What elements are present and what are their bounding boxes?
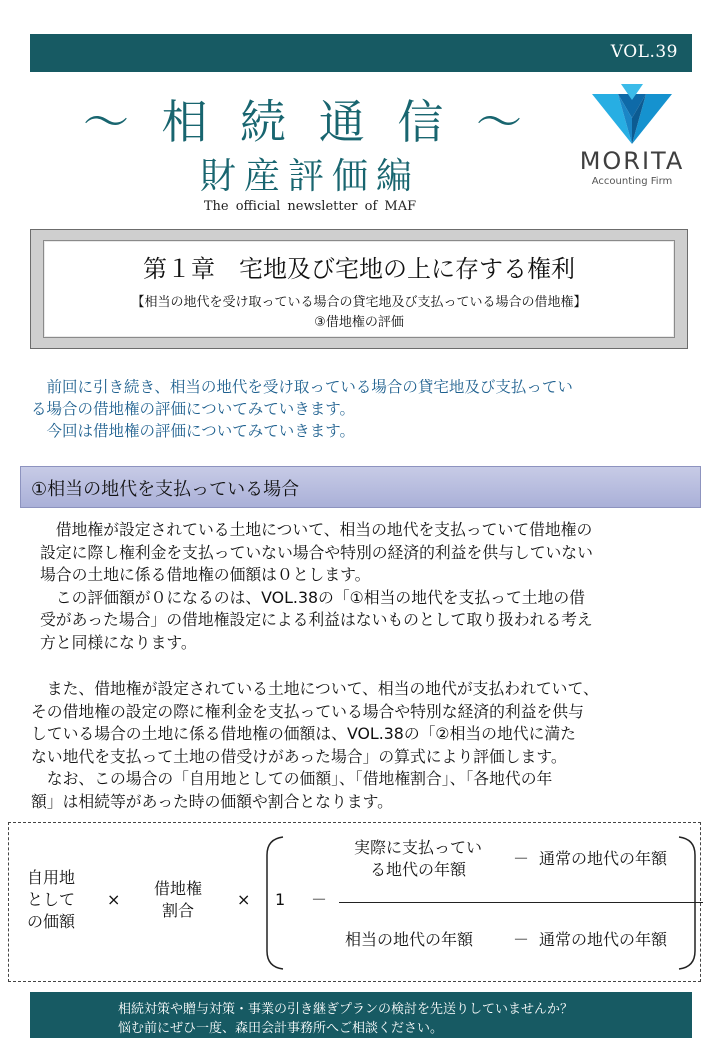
newsletter-title: ～ 相 続 通 信 ～ bbox=[82, 95, 532, 149]
formula-times-2: × bbox=[237, 890, 251, 909]
body-paragraph-2 bbox=[31, 678, 599, 813]
morita-logo-icon bbox=[588, 84, 676, 148]
formula-normal-rent-numerator: 通常の地代の年額 bbox=[539, 849, 668, 868]
body-line: 額」は相続等があった時の価額や割合となります。 bbox=[31, 791, 393, 811]
formula-times-1: × bbox=[107, 890, 121, 909]
chapter-box-inner bbox=[43, 240, 675, 338]
formula-appropriate-rent: 相当の地代の年額 bbox=[345, 930, 474, 949]
volume-number: VOL.39 bbox=[610, 42, 678, 62]
intro-line: 今回は借地権の評価についてみていきます。 bbox=[31, 422, 355, 440]
formula-minus: － bbox=[311, 890, 328, 909]
logo-name: MORITA bbox=[579, 147, 685, 175]
footer-line-1: 相続対策や贈与対策・事業の引き継ぎプランの検討を先送りしていませんか？ bbox=[118, 1002, 574, 1017]
formula-denominator-minus: － bbox=[513, 930, 530, 949]
formula-leasehold-ratio: 借地権 割合 bbox=[153, 879, 202, 920]
newsletter-subtitle: 財産評価編 bbox=[199, 156, 420, 197]
chapter-title: 第１章 宅地及び宅地の上に存する権利 bbox=[143, 255, 575, 283]
chapter-section: ③借地権の評価 bbox=[314, 315, 404, 330]
intro-line: 前回に引き続き、相当の地代を受け取っている場合の貸宅地及び支払ってい bbox=[31, 378, 573, 396]
newsletter-tagline: The official newsletter of MAF bbox=[203, 199, 417, 214]
intro-text bbox=[31, 376, 573, 442]
body-line: その借地権の設定の際に権利金を支払っている場合や特別な経済的利益を供与 bbox=[31, 701, 584, 721]
formula-box bbox=[8, 822, 701, 982]
body-paragraph-1 bbox=[40, 519, 593, 654]
body-line: なお、この場合の「自用地としての価額」、「借地権割合」、「各地代の年 bbox=[31, 769, 553, 788]
chapter-box bbox=[30, 229, 688, 349]
body-line: また、借地権が設定されている土地について、相当の地代が支払われていて、 bbox=[31, 679, 599, 698]
intro-line: る場合の借地権の評価についてみていきます。 bbox=[31, 400, 355, 418]
header-bar bbox=[30, 34, 692, 72]
chapter-subtitle: 【相当の地代を受け取っている場合の貸宅地及び支払っている場合の借地権】 bbox=[131, 295, 587, 310]
formula-numerator-minus: － bbox=[513, 849, 530, 868]
formula-right-bracket bbox=[675, 835, 699, 971]
section-header bbox=[20, 466, 701, 508]
body-line: 方と同様になります。 bbox=[40, 632, 197, 652]
formula-normal-rent-denominator: 通常の地代の年額 bbox=[539, 930, 668, 949]
formula-fraction-line bbox=[339, 902, 703, 903]
body-line: 受があった場合」の借地権設定による利益はないものとして取り扱われる考え bbox=[40, 610, 593, 629]
footer-bar bbox=[30, 992, 692, 1038]
logo-subtitle: Accounting Firm bbox=[591, 176, 673, 187]
footer-line-2: 悩む前にぜひ一度、森田会計事務所へご相談ください。 bbox=[118, 1021, 444, 1036]
body-line: ない地代を支払って土地の借受けがあった場合」の算式により評価します。 bbox=[31, 746, 567, 766]
body-line: 設定に際し権利金を支払っていない場合や特別の経済的利益を供与していない bbox=[40, 542, 593, 562]
section-title: ①相当の地代を支払っている場合 bbox=[31, 479, 300, 500]
body-line: 場合の土地に係る借地権の価額は０とします。 bbox=[40, 565, 371, 584]
body-line: この評価額が０になるのは、VOL.38の「①相当の地代を支払って土地の借 bbox=[40, 587, 585, 607]
body-line: している場合の土地に係る借地権の価額は、VOL.38の「②相当の地代に満た bbox=[31, 724, 576, 743]
formula-one: 1 bbox=[275, 890, 286, 909]
formula-actual-rent: 実際に支払ってい る地代の年額 bbox=[353, 838, 482, 879]
body-line: 借地権が設定されている土地について、相当の地代を支払っていて借地権の bbox=[40, 520, 593, 539]
formula-self-use-value: 自用地 として の価額 bbox=[26, 868, 75, 931]
